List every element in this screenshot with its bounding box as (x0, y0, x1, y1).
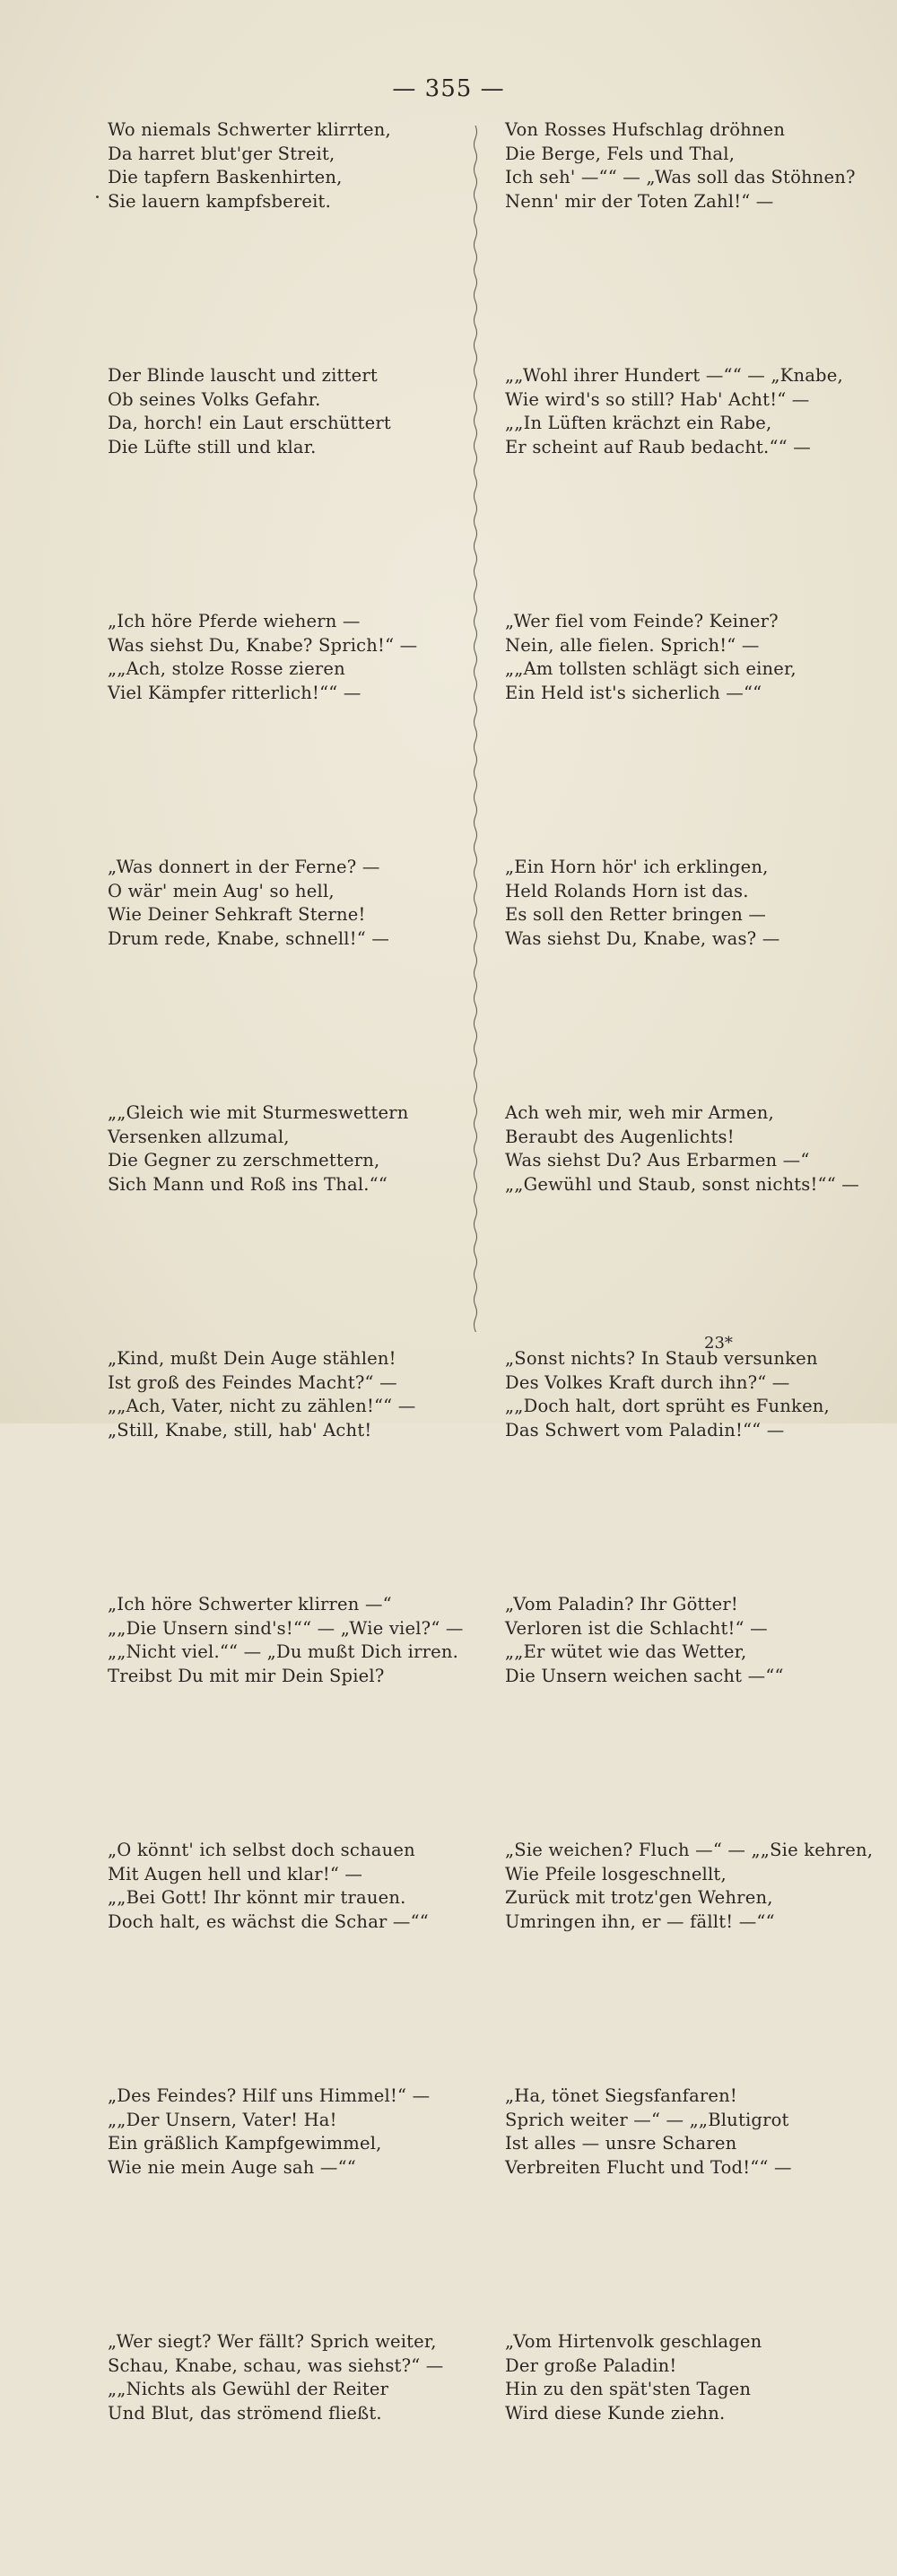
verse-line: Verbreiten Flucht und Tod!““ — (505, 2156, 792, 2178)
verse-line: „„Er wütet wie das Wetter, (505, 1641, 747, 1662)
verse-line: „Wer siegt? Wer fällt? Sprich weiter, (108, 2331, 437, 2352)
verse-line: Was siehst Du, Knabe, was? — (505, 927, 780, 949)
verse-line: Die Lüfte still und klar. (108, 436, 317, 457)
stanza (108, 856, 466, 1101)
verse-line: „Kind, mußt Dein Auge stählen! (108, 1348, 396, 1369)
verse-line: „„Ach, stolze Rosse zieren (108, 658, 345, 679)
verse-line: „„Bei Gott! Ihr könnt mir trauen. (108, 1887, 406, 1908)
stanza (108, 1347, 466, 1593)
verse-line: „„Der Unsern, Vater! Ha! (108, 2109, 337, 2130)
verse-line: Drum rede, Knabe, schnell!“ — (108, 927, 390, 949)
verse-line: „„Die Unsern sind's!““ — „Wie viel?“ — (108, 1617, 464, 1639)
verse-line: „Sonst nichts? In Staub versunken (505, 1348, 818, 1369)
stanza (505, 856, 864, 1101)
verse-line: Es soll den Retter bringen — (505, 904, 767, 925)
verse-line: Nenn' mir der Toten Zahl!“ — (505, 190, 774, 212)
verse-line: Die Gegner zu zerschmettern, (108, 1150, 380, 1171)
verse-line: Held Rolands Horn ist das. (505, 880, 749, 901)
verse-line: Wie wird's so still? Hab' Acht!“ — (505, 388, 810, 410)
stanza (505, 610, 864, 856)
verse-line: Die Unsern weichen sacht —““ (505, 1665, 784, 1686)
verse-line: „Was donnert in der Ferne? — (108, 857, 380, 877)
verse-line: Ob seines Volks Gefahr. (108, 388, 321, 410)
stanza (108, 1593, 466, 1839)
verse-line: Viel Kämpfer ritterlich!““ — (108, 682, 361, 703)
verse-line: Ist groß des Feindes Macht?“ — (108, 1371, 397, 1393)
stanza (505, 118, 864, 364)
verse-line: Die tapfern Baskenhirten, (108, 167, 343, 187)
verse-line: Beraubt des Augenlichts! (505, 1126, 735, 1147)
verse-line: O wär' mein Aug' so hell, (108, 880, 335, 901)
verse-line: Wie Pfeile losgeschnellt, (505, 1863, 727, 1884)
verse-line: „„Gleich wie mit Sturmeswettern (108, 1102, 409, 1123)
verse-line: Des Volkes Kraft durch ihn?“ — (505, 1371, 790, 1393)
stanza (505, 1593, 864, 1839)
verse-line: „Vom Hirtenvolk geschlagen (505, 2331, 762, 2352)
verse-line: „Ich höre Pferde wiehern — (108, 611, 361, 631)
verse-line: Was siehst Du? Aus Erbarmen —“ (505, 1150, 810, 1171)
verse-line: Was siehst Du, Knabe? Sprich!“ — (108, 634, 418, 656)
verse-line: Ach weh mir, weh mir Armen, (505, 1102, 774, 1123)
verse-line: Da, horch! ein Laut erschüttert (108, 413, 391, 433)
verse-line: Wie nie mein Auge sah —““ (108, 2156, 356, 2178)
verse-line: Sprich weiter —“ — „„Blutigrot (505, 2109, 789, 2130)
verse-line: „O könnt' ich selbst doch schauen (108, 1840, 415, 1860)
verse-line: Doch halt, es wächst die Schar —““ (108, 1910, 429, 1932)
verse-line: Wie Deiner Sehkraft Sterne! (108, 904, 366, 925)
verse-line: Da harret blut'ger Streit, (108, 143, 335, 164)
verse-line: „„Nichts als Gewühl der Reiter (108, 2379, 389, 2399)
verse-line: Mit Augen hell und klar!“ — (108, 1863, 363, 1884)
verse-line: Ein gräßlich Kampfgewimmel, (108, 2133, 382, 2154)
verse-line: Der Blinde lauscht und zittert (108, 365, 378, 386)
verse-line: Umringen ihn, er — fällt! —““ (505, 1910, 775, 1932)
verse-line: „Still, Knabe, still, hab' Acht! (108, 1419, 372, 1440)
stanza (108, 1101, 466, 1347)
verse-line: Von Rosses Hufschlag dröhnen (505, 119, 786, 140)
verse-line: Wo niemals Schwerter klirrten, (108, 119, 391, 140)
verse-line: „„Doch halt, dort sprüht es Funken, (505, 1396, 830, 1416)
stanza (505, 2330, 864, 2576)
verse-line: Die Berge, Fels und Thal, (505, 143, 736, 164)
verse-line: Verloren ist die Schlacht!“ — (505, 1617, 768, 1639)
ink-speck (96, 196, 99, 198)
verse-line: „„Ach, Vater, nicht zu zählen!““ — (108, 1396, 416, 1416)
verse-line: „Wer fiel vom Feinde? Keiner? (505, 611, 779, 631)
signature-mark: 23* (704, 1334, 733, 1353)
stanza (108, 364, 466, 610)
stanza (505, 364, 864, 610)
verse-line: „„Gewühl und Staub, sonst nichts!““ — (505, 1173, 859, 1195)
verse-line: Und Blut, das strömend fließt. (108, 2402, 382, 2424)
verse-line: „„In Lüften krächzt ein Rabe, (505, 413, 772, 433)
verse-line: Der große Paladin! (505, 2354, 677, 2376)
verse-line: Wird diese Kunde ziehn. (505, 2402, 726, 2424)
verse-line: Sich Mann und Roß ins Thal.““ (108, 1173, 388, 1195)
stanza (108, 1839, 466, 2084)
stanza (505, 1839, 874, 2084)
verse-line: „Ha, tönet Siegsfanfaren! (505, 2085, 737, 2106)
verse-line: Schau, Knabe, schau, was siehst?“ — (108, 2354, 444, 2376)
verse-line: „„Wohl ihrer Hundert —““ — „Knabe, (505, 365, 843, 386)
verse-line: Hin zu den spät'sten Tagen (505, 2379, 752, 2399)
column-divider-rule (473, 126, 478, 1332)
verse-line: „„Am tollsten schlägt sich einer, (505, 658, 797, 679)
stanza (505, 2084, 864, 2330)
left-poem-column (108, 118, 466, 2576)
verse-line: Zurück mit trotz'gen Wehren, (505, 1887, 773, 1908)
stanza (108, 610, 466, 856)
verse-line: „Ein Horn hör' ich erklingen, (505, 857, 769, 877)
verse-line: Ist alles — unsre Scharen (505, 2133, 737, 2154)
verse-line: Ich seh' —““ — „Was soll das Stöhnen? (505, 167, 856, 187)
verse-line: Versenken allzumal, (108, 1126, 290, 1147)
verse-line: Er scheint auf Raub bedacht.““ — (505, 436, 811, 457)
stanza (108, 118, 466, 364)
verse-line: Treibst Du mit mir Dein Spiel? (108, 1665, 385, 1686)
stanza (108, 2330, 466, 2576)
verse-line: „Sie weichen? Fluch —“ — „„Sie kehren, (505, 1840, 874, 1860)
verse-line: Ein Held ist's sicherlich —““ (505, 682, 762, 703)
verse-line: „„Nicht viel.““ — „Du mußt Dich irren. (108, 1641, 459, 1662)
stanza (505, 1101, 864, 1347)
verse-line: „Ich höre Schwerter klirren —“ (108, 1594, 392, 1614)
verse-line: „Vom Paladin? Ihr Götter! (505, 1594, 738, 1614)
verse-line: Nein, alle fielen. Sprich!“ — (505, 634, 760, 656)
verse-line: Sie lauern kampfsbereit. (108, 190, 331, 212)
verse-line: Das Schwert vom Paladin!““ — (505, 1419, 785, 1440)
stanza (505, 1347, 864, 1593)
right-poem-column (505, 118, 874, 2576)
page-number: — 355 — (392, 75, 505, 102)
stanza (108, 2084, 466, 2330)
verse-line: „Des Feindes? Hilf uns Himmel!“ — (108, 2085, 431, 2106)
